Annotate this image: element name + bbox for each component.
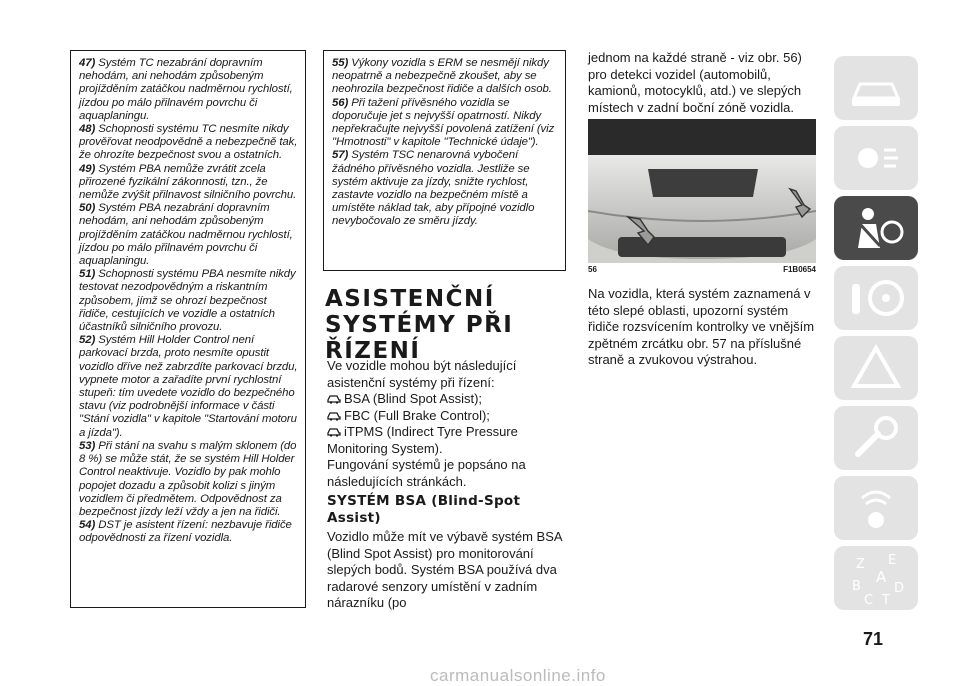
- list-item: BSA (Blind Spot Assist);: [327, 391, 569, 408]
- svg-text:D: D: [894, 581, 905, 596]
- right-column: [588, 50, 816, 369]
- wrench-icon: [834, 406, 918, 470]
- chapter-tab-emergency[interactable]: [834, 336, 918, 400]
- bullet-continuation: Monitoring System).: [327, 440, 443, 456]
- svg-text:T: T: [882, 593, 890, 608]
- car-bullet-icon: [327, 427, 341, 437]
- chapter-tab-multimedia[interactable]: [834, 476, 918, 540]
- figure-56-image: [588, 119, 816, 263]
- figure-number: 56: [588, 265, 597, 274]
- svg-text:B: B: [852, 579, 861, 594]
- note-54: 54) DST je asistent řízení: nezbavuje řidiče odpovědnosti za řízení vozidla.: [79, 519, 292, 545]
- list-item: iTPMS (Indirect Tyre Pressure: [327, 424, 569, 441]
- car-bullet-icon: [327, 411, 341, 421]
- note-56: 56) Při tažení přívěsného vozidla se doporučuje jet s nejvyšší opatrností. Nikdy nepřekračujte nejvyšší povolená zatížení (viz "Hmotnosti" v kapitole "Technické údaje").: [332, 96, 555, 149]
- car-dashboard-icon: [834, 56, 918, 120]
- chapter-index: [826, 50, 924, 614]
- car-bullet-icon: [327, 394, 341, 404]
- chapter-tab-dashboard[interactable]: [834, 56, 918, 120]
- notes-box: [70, 50, 306, 608]
- alphabetical-index-icon: [834, 546, 918, 610]
- page-number: 71: [862, 629, 884, 649]
- list-item: FBC (Full Brake Control);: [327, 408, 569, 425]
- warning-lights-icon: [834, 126, 918, 190]
- note-49: 49) Systém PBA nemůže zvrátit zcela přirozené fyzikální zákonnosti, tzn., že nemůže zvýšit přilnavost silničního povrchu.: [79, 162, 297, 202]
- steering-wheel-icon: [834, 266, 918, 330]
- section-body: [327, 358, 569, 612]
- warnings-box: [323, 50, 566, 271]
- note-50: 50) Systém PBA nezabrání dopravním nehodám, ani nehodám způsobeným projížděním zatáčkou nadměrnou rychlostí, jízdou po málo přilnavém povrchu či aquaplaningu.: [79, 202, 293, 268]
- section-after: Fungování systémů je popsáno na následujících stránkách.: [327, 457, 526, 489]
- chapter-tab-driving[interactable]: [834, 266, 918, 330]
- note-47: 47) Systém TC nezabrání dopravním nehodám, ani nehodám způsobeným projížděním zatáčkou nadměrnou rychlostí, jízdou po málo přilnavém povrchu či aquaplaningu.: [79, 57, 293, 122]
- subsection-title: SYSTÉM BSA (Blind-Spot Assist): [327, 493, 521, 526]
- section-intro: Ve vozidle mohou být následující asistenční systémy při řízení:: [327, 358, 517, 390]
- figure-code: F1B0654: [783, 265, 816, 274]
- chapter-tab-index[interactable]: [834, 546, 918, 610]
- chapter-tab-safety[interactable]: [834, 196, 918, 260]
- svg-text:C: C: [864, 593, 874, 608]
- svg-text:E: E: [888, 553, 897, 568]
- bsa-para-1: jednom na každé straně - viz obr. 56) pro detekci vozidel (automobilů, kamionů, motocyklů, atd.) ve slepých místech v zadní boční zóně vozidla.: [588, 50, 802, 115]
- svg-text:Z: Z: [856, 557, 865, 572]
- note-51: 51) Schopnosti systému PBA nesmíte nikdy testovat nezodpovědným a riskantním způsobem, jímž se ohrozí bezpečnost řidiče, cestujících ve vozidle a ostatních účastníků silničního provozu.: [79, 268, 296, 334]
- note-52: 52) Systém Hill Holder Control není parkovací brzda, proto nesmíte opustit vozidlo dříve než zabrzdíte parkovací brzdu, vypnete motor a zařadíte první rychlostní stupeň: tím uvedete vozidlo do bezpečného stavu (viz podrobnější informace v části "Stání vozidla" v kapitole "Startování motoru a jízda").: [79, 334, 298, 439]
- seatbelt-airbag-icon: [834, 196, 918, 260]
- figure-caption: [588, 265, 816, 274]
- chapter-tab-maintenance[interactable]: [834, 406, 918, 470]
- note-57: 57) Systém TSC nenarovná vybočení žádného přívěsného vozidla. Jestliže se systém aktivuje za jízdy, snižte rychlost, zastavte vozidlo na bezpečném místě a umístěte náklad tak, aby přípojné vozidlo nevybočovalo ze směru jízdy.: [332, 149, 535, 228]
- note-53: 53) Při stání na svahu s malým sklonem (do 8 %) se může stát, že se systém Hill Holder Control neaktivuje. Vozidlo by pak mohlo popojet dozadu a způsobit kolizi s jiným vozidlem či předmětem. Odpovědnost za bezpečnost jízdy leží vždy a jen na řidiči.: [79, 439, 297, 518]
- note-55: 55) Výkony vozidla s ERM se nesmějí nikdy neopatrně a nebezpečně zkoušet, aby se neohrozila bezpečnost řidiče a dalších osob.: [332, 57, 552, 96]
- multimedia-icon: [834, 476, 918, 540]
- bsa-para-2: Na vozidla, která systém zaznamená v této slepé oblasti, upozorní systém řidiče rozsvícením kontrolky ve vnějším zpětném zrcátku obr. 57 na příslušné straně a zvukovou výstrahou.: [588, 286, 815, 367]
- watermark: carmanualsonline.info: [430, 666, 606, 685]
- chapter-tab-lights[interactable]: [834, 126, 918, 190]
- svg-text:A: A: [876, 568, 887, 586]
- section-title: ASISTENČNÍ SYSTÉMY PŘI ŘÍZENÍ: [325, 286, 514, 364]
- warning-triangle-icon: [834, 336, 918, 400]
- subsection-para: Vozidlo může mít ve výbavě systém BSA (Blind Spot Assist) pro monitorování slepých bodů. Systém BSA používá dva radarové senzory umístění v zadním nárazníku (po: [327, 529, 562, 610]
- rear-bumper-photo: [588, 119, 816, 263]
- note-48: 48) Schopnosti systému TC nesmíte nikdy prověřovat neodpovědně a nebezpečně tak, že ohrozíte bezpečnost svou a ostatních.: [79, 123, 298, 162]
